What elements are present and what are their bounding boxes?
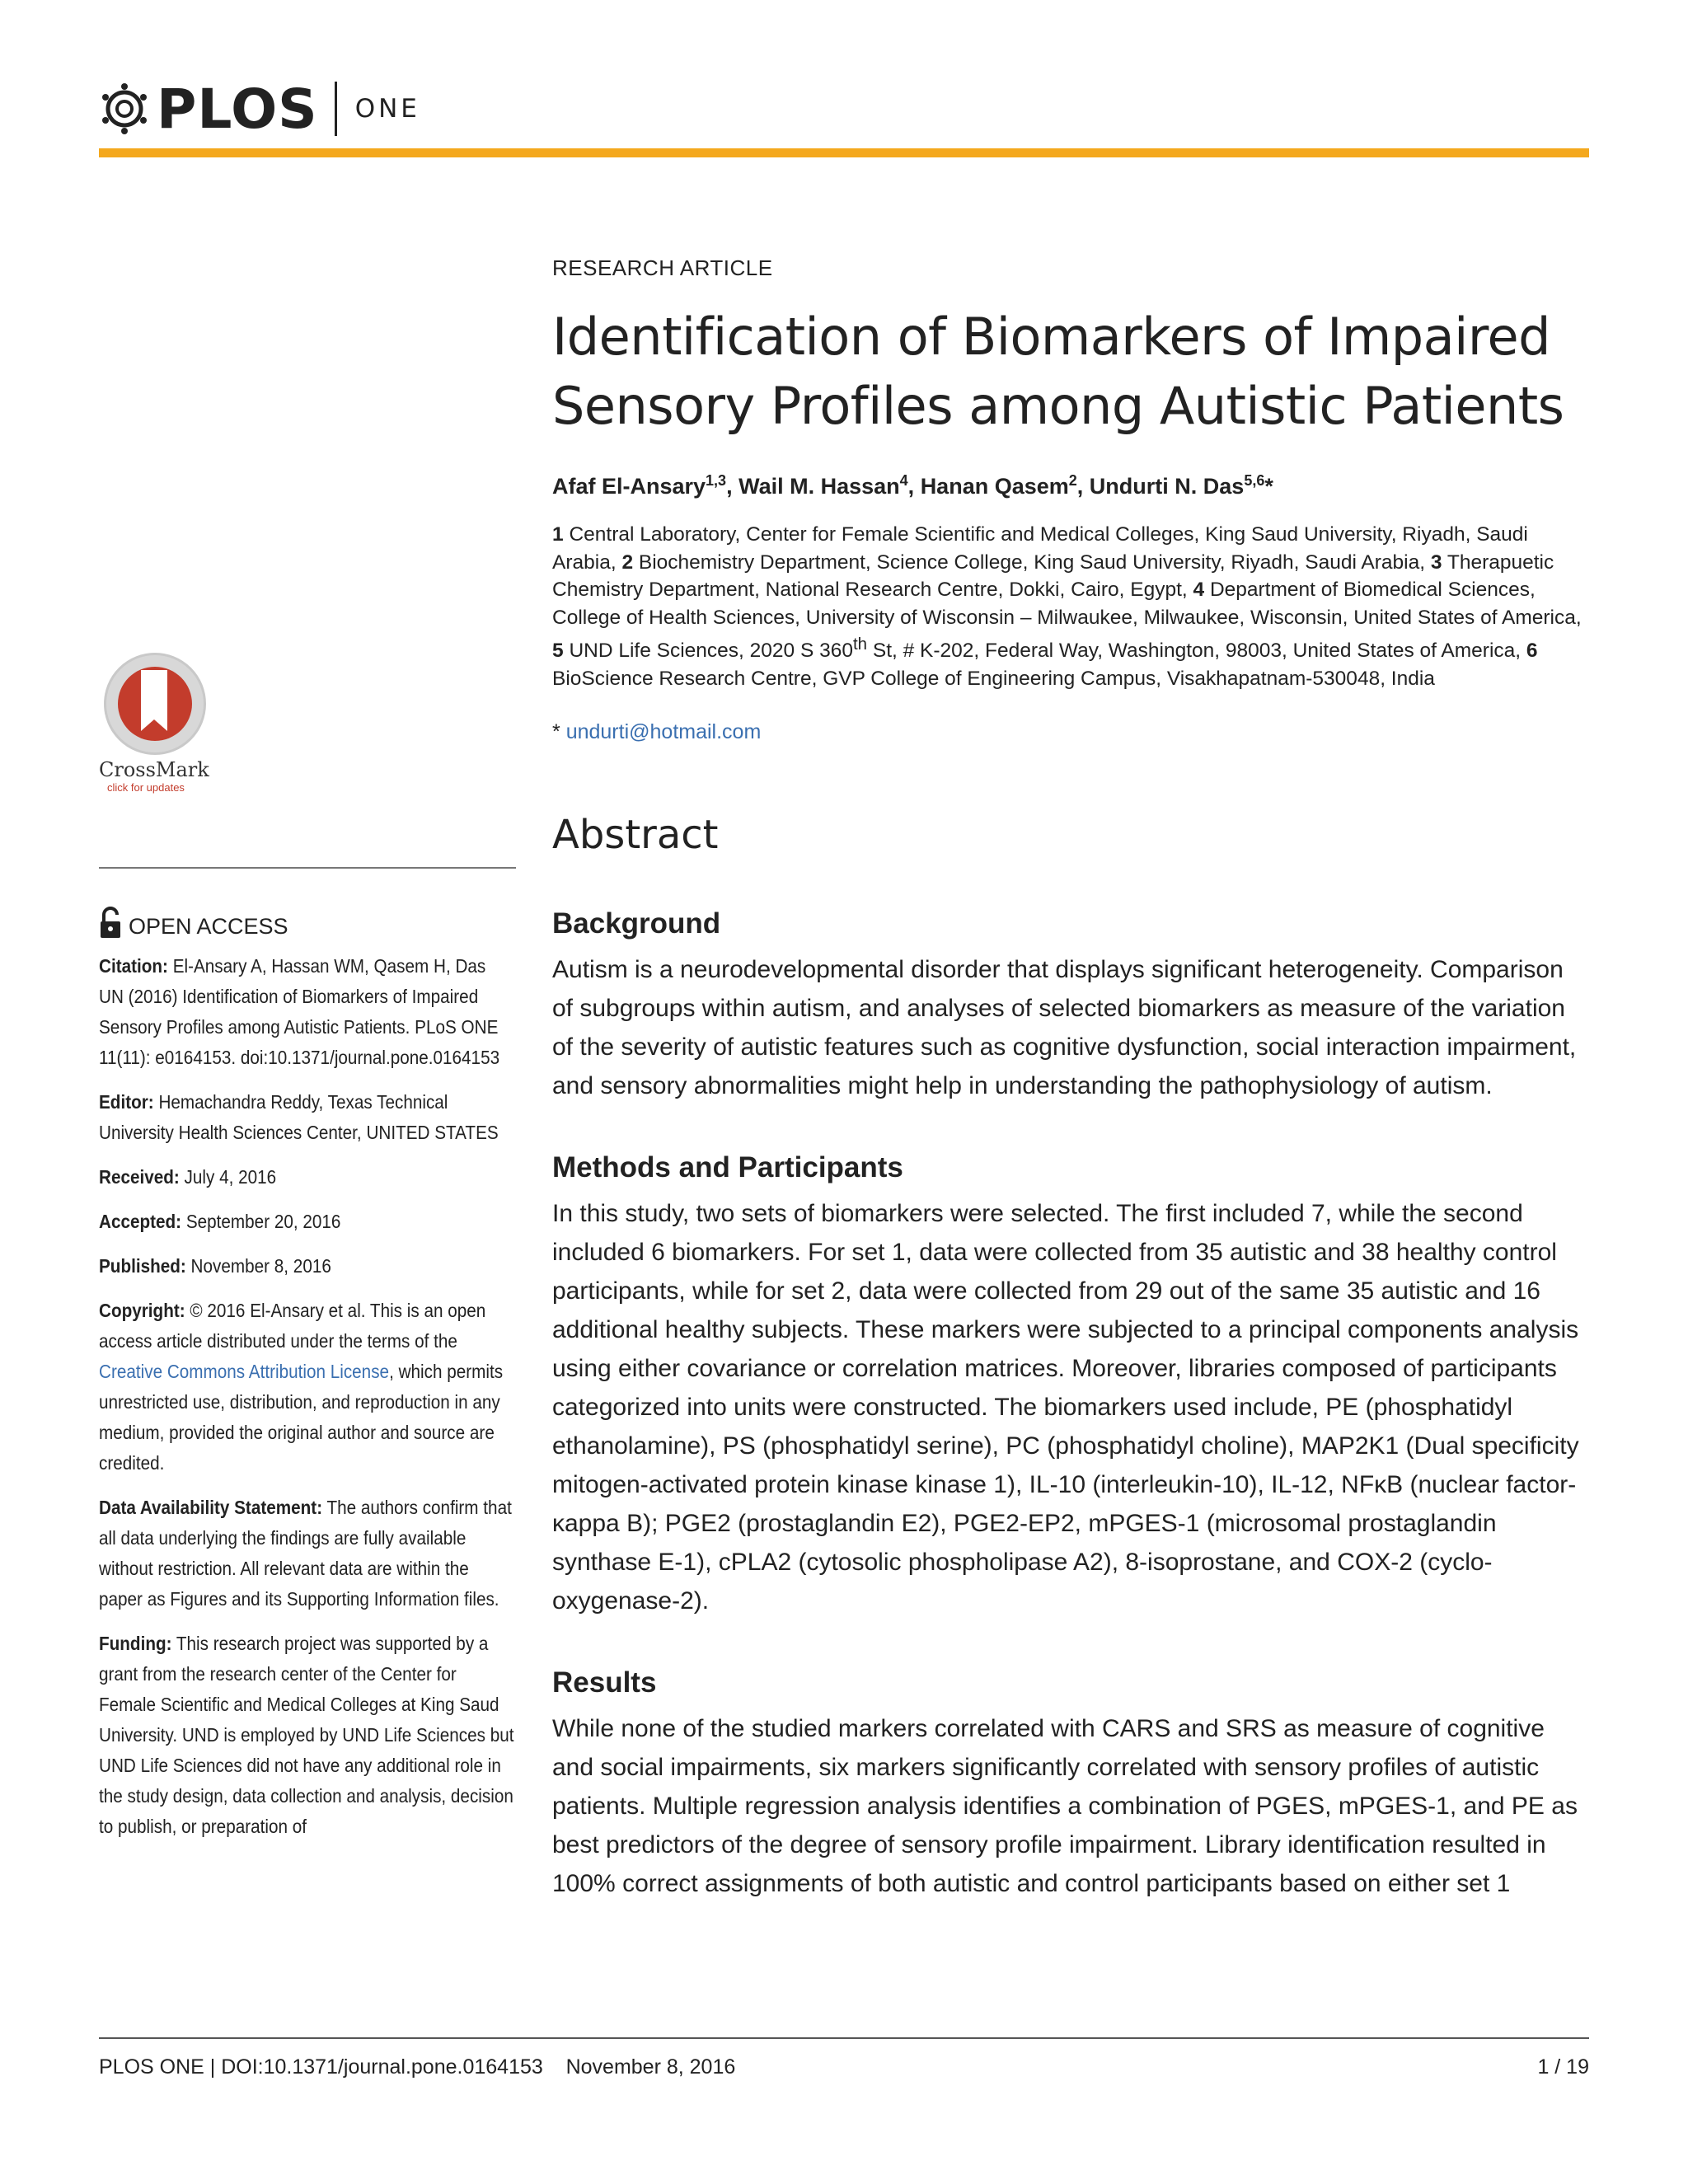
open-access-label: OPEN ACCESS <box>129 914 288 939</box>
background-heading: Background <box>552 907 721 940</box>
footer-divider <box>99 2037 1589 2039</box>
open-access-badge <box>99 907 519 940</box>
results-text: While none of the studied markers correlated with CARS and SRS as measure of cognitive and social impairments, six markers significantly correlated with sensory profiles of autistic patients. Multiple regression analysis identifies a combination of PGES, mPGES-1, and PE as best predictors of the degree of sensory profile impairment. Library identification resulted in 100% correct assignments of both autistic and control participants based on either set 1 <box>552 1715 1578 1898</box>
brand-plos: PLOS <box>157 77 318 141</box>
logo-divider <box>335 82 337 136</box>
copyright: Copyright: © 2016 El-Ansary et al. This is an open access article distributed under the terms of the Creative Commons Attribution License, which permits unrestricted use, distribution, and reproduction in any medium, provided the original author and source are credited. <box>99 1300 504 1474</box>
funding: Funding: This research project was supported by a grant from the research center of the Center for Female Scientific and Medical Colleges at King Saud University. UND is employed by UND Life Sciences but UND Life Sciences did not have any additional role in the study design, data collection and analysis, decision to publish, or preparation of <box>99 1633 514 1837</box>
methods-text: In this study, two sets of biomarkers were selected. The first included 7, while the second included 6 biomarkers. For set 1, data were collected from 35 autistic and 38 healthy control participants, while for set 2, data were collected from 29 out of the same 35 autistic and 16 additional healthy subjects. These markers were subjected to a principal components analysis using either covariance or correlation matrices. Moreover, libraries composed of participants categorized into units were constructed. The biomarkers used include, PE (phosphatidyl ethanolamine), PS (phosphatidyl serine), PC (phosphatidyl choline), MAP2K1 (Dual specificity mitogen-activated protein kinase kinase 1), IL-10 (interleukin-10), IL-12, NFκB (nuclear factor-κappa B); PGE2 (prostaglandin E2), PGE2-EP2, mPGES-1 (microsomal prostaglandin synthase E-1), cPLA2 (cytosolic phospholipase A2), 8-isoprostane, and COX-2 (cyclo-oxygenase-2). <box>552 1200 1579 1615</box>
plos-logo-icon <box>97 82 152 136</box>
header-accent-bar <box>99 148 1589 157</box>
article-title: Identification of Biomarkers of Impaired Sensory Profiles among Autistic Patients <box>552 307 1564 436</box>
citation: Citation: El-Ansary A, Hassan WM, Qasem H, Das UN (2016) Identification of Biomarkers of Impaired Sensory Profiles among Autistic Patients. PLoS ONE 11(11): e0164153. doi:10.1371/journal.pone.0164153 <box>99 955 500 1068</box>
corresponding-email: * undurti@hotmail.com <box>552 720 762 744</box>
page-footer <box>99 2055 1589 2079</box>
accepted-date: Accepted: September 20, 2016 <box>99 1211 341 1232</box>
data-availability: Data Availability Statement: The authors confirm that all data underlying the findings are fully available without restriction. All relevant data are within the paper as Figures and its Supporting Information files. <box>99 1497 512 1610</box>
article-type: RESEARCH ARTICLE <box>552 255 773 280</box>
results-heading: Results <box>552 1666 657 1699</box>
license-link[interactable]: Creative Commons Attribution License <box>99 1361 390 1382</box>
crossmark-icon <box>104 653 206 755</box>
email-link[interactable]: undurti@hotmail.com <box>565 720 762 744</box>
crossmark-sub: click for updates <box>107 781 185 794</box>
sidebar-divider <box>99 867 516 869</box>
page-number: 1 / 19 <box>1537 2055 1589 2079</box>
abstract-heading: Abstract <box>552 812 719 859</box>
received-date: Received: July 4, 2016 <box>99 1166 277 1188</box>
crossmark-badge[interactable] <box>99 653 209 794</box>
brand-journal: ONE <box>354 94 420 124</box>
article-main <box>552 255 1589 1903</box>
published-date: Published: November 8, 2016 <box>99 1255 331 1277</box>
author-list: Afaf El-Ansary$^{1,3}$, Wail M. Hassan$^4$, Hanan Qasem$^2$, Undurti N. Das$^{5,6}$* <box>552 472 1273 499</box>
methods-heading: Methods and Participants <box>552 1151 903 1184</box>
open-lock-icon <box>99 907 122 940</box>
background-text: Autism is a neurodevelopmental disorder that displays significant heterogeneity. Comparison of subgroups within autism, and analyses of selected biomarkers as measure of the variation of the severity of autistic features such as cognitive dysfunction, social interaction impairment, and sensory abnormalities might help in understanding the pathophysiology of autism. <box>552 956 1577 1100</box>
article-info-sidebar <box>99 907 519 1842</box>
footer-date: November 8, 2016 <box>565 2055 736 2079</box>
editor: Editor: Hemachandra Reddy, Texas Technical University Health Sciences Center, UNITED STATES <box>99 1091 499 1143</box>
footer-doi: PLOS ONE | DOI:10.1371/journal.pone.0164153 <box>99 2055 543 2079</box>
affiliations: 1 Central Laboratory, Center for Female Scientific and Medical Colleges, King Saud University, Riyadh, Saudi Arabia, 2 Biochemistry Department, Science College, King Saud University, Riyadh, Saudi Arabia, 3 Therapuetic Chemistry Department, National Research Centre, Dokki, Cairo, Egypt, 4 Department of Biomedical Sciences, College of Health Sciences, University of Wisconsin – Milwaukee, Milwaukee, Wisconsin, United States of America, 5 UND Life Sciences, 2020 S 360th St, # K-202, Federal Way, Washington, 98003, United States of America, 6 BioScience Research Centre, GVP College of Engineering Campus, Visakhapatnam-530048, India <box>552 523 1582 690</box>
plos-one-logo <box>97 76 420 142</box>
crossmark-label: CrossMark <box>99 758 209 781</box>
